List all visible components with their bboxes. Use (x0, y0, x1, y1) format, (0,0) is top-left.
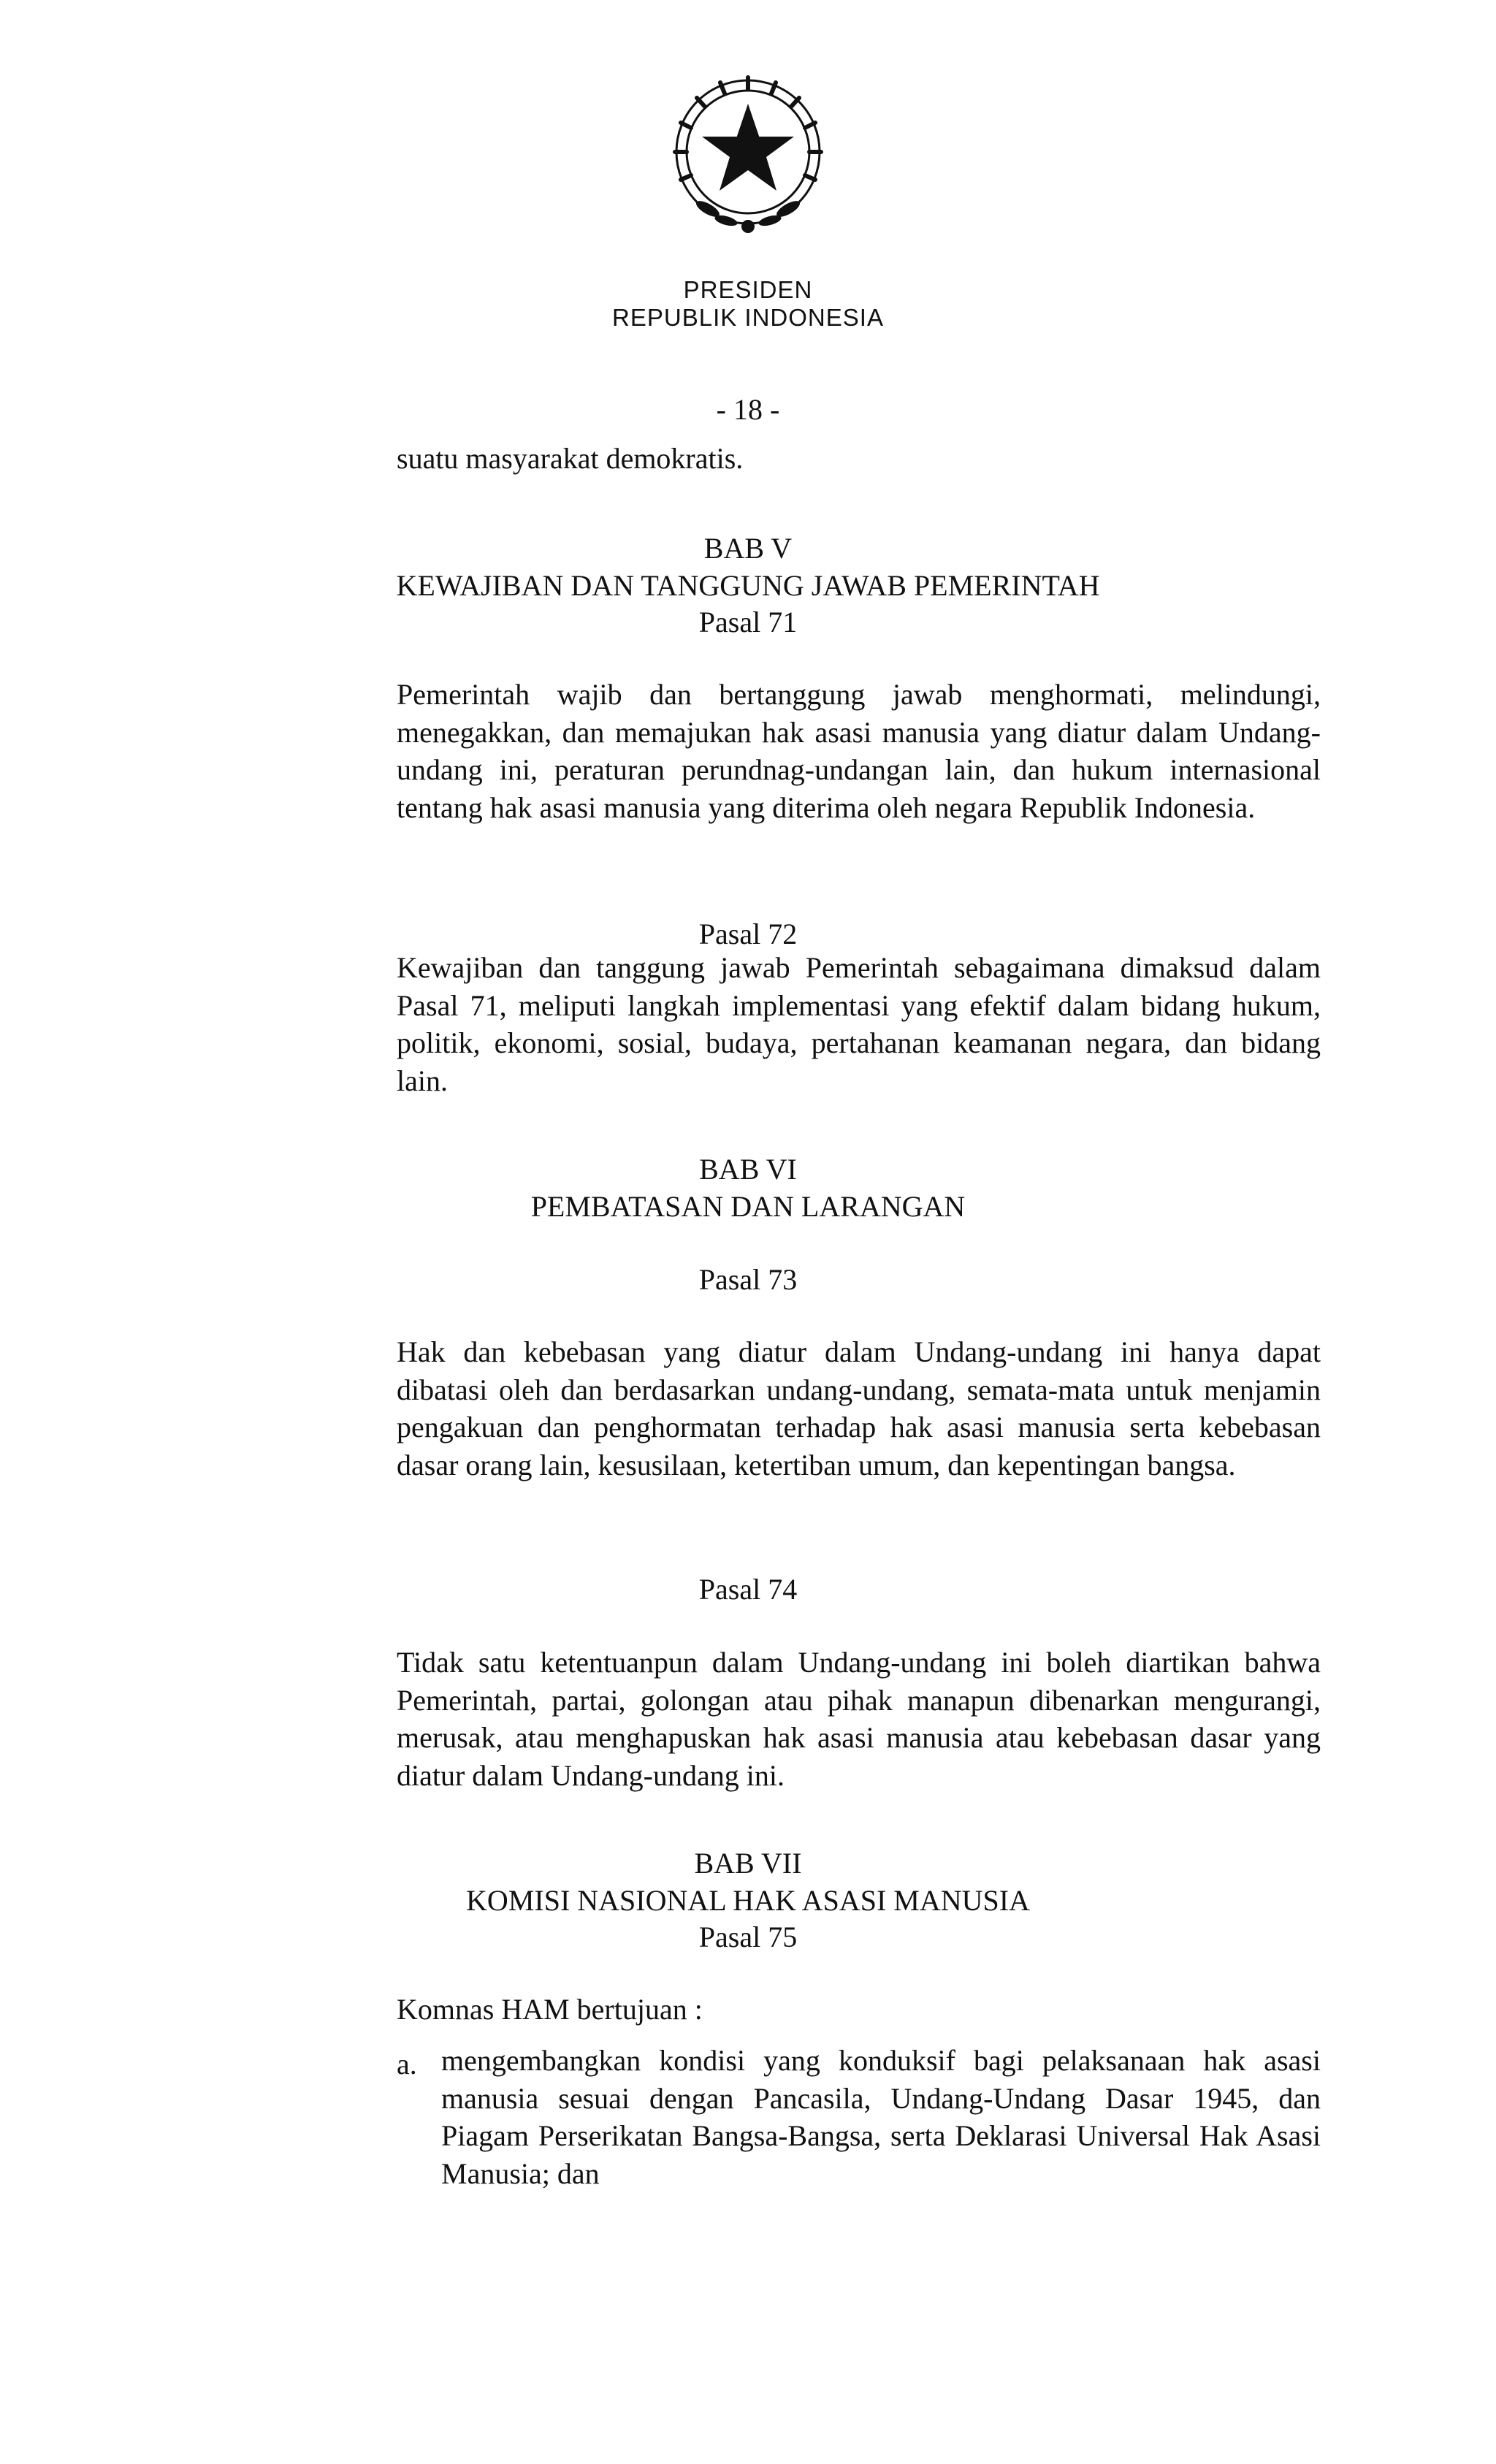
header-presiden: PRESIDEN (683, 276, 813, 303)
bab-vi-subtitle: PEMBATASAN DAN LARANGAN (530, 1190, 966, 1223)
bab-vii-title: BAB VII (694, 1847, 802, 1880)
continuation-text: suatu masyarakat demokratis. (397, 442, 744, 475)
pasal-72-text: Kewajiban dan tanggung jawab Pemerintah sebagaimana dimaksud dalam Pasal 71, meliputi langkah implementasi yang efektif dalam bidang hukum, politik, ekonomi, sosial, budaya, pertahanan keamanan negara, dan bidang lain. (397, 951, 1321, 1097)
presidential-seal-icon (653, 64, 843, 254)
pasal-74-text: Tidak satu ketentuanpun dalam Undang-undang ini boleh diartikan bahwa Pemerintah, partai, golongan atau pihak manapun dibenarkan mengurangi, merusak, atau menghapuskan hak asasi manusia atau kebebasan dasar yang diatur dalam Undang-undang ini. (397, 1646, 1321, 1792)
list-item-marker: a. (397, 2048, 417, 2080)
pasal-74-label: Pasal 74 (698, 1573, 798, 1606)
page-number: - 18 - (716, 393, 780, 426)
pasal-71-label: Pasal 71 (698, 606, 798, 638)
header-republik-indonesia: REPUBLIK INDONESIA (612, 304, 884, 331)
pasal-73-label: Pasal 73 (698, 1263, 798, 1296)
bab-v-subtitle: KEWAJIBAN DAN TANGGUNG JAWAB PEMERINTAH (396, 569, 1100, 602)
pasal-75-intro: Komnas HAM bertujuan : (397, 1993, 703, 2026)
pasal-75-label: Pasal 75 (698, 1921, 798, 1953)
bab-vii-subtitle: KOMISI NASIONAL HAK ASASI MANUSIA (466, 1884, 1030, 1917)
pasal-73-text: Hak dan kebebasan yang diatur dalam Undang-undang ini hanya dapat dibatasi oleh dan berdasarkan undang-undang, semata-mata untuk menjamin pengakuan dan penghormatan terhadap hak asasi manusia serta kebebasan dasar orang lain, kesusilaan, ketertiban umum, dan kepentingan bangsa. (397, 1335, 1321, 1481)
pasal-71-text: Pemerintah wajib dan bertanggung jawab menghormati, melindungi, menegakkan, dan memajukan hak asasi manusia yang diatur dalam Undang-undang ini, peraturan perundnag-undangan lain, dan hukum internasional tentang hak asasi manusia yang diterima oleh negara Republik Indonesia. (397, 678, 1321, 824)
bab-vi-title: BAB VI (699, 1153, 797, 1186)
list-item-text: mengembangkan kondisi yang konduksif bagi pelaksanaan hak asasi manusia sesuai dengan Pancasila, Undang-Undang Dasar 1945, dan Piagam Perserikatan Bangsa-Bangsa, serta Deklarasi Universal Hak Asasi Manusia; dan (441, 2044, 1321, 2190)
bab-v-title: BAB V (703, 532, 793, 565)
pasal-72-label: Pasal 72 (698, 918, 798, 950)
